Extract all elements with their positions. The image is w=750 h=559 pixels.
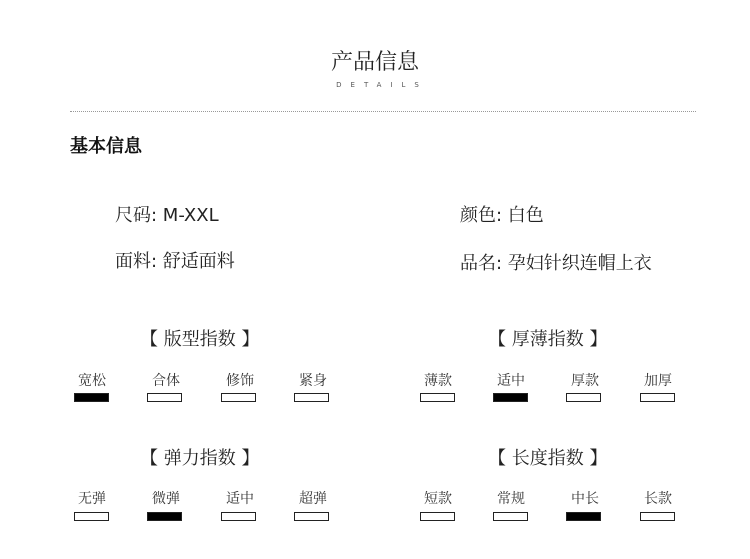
length-option-box [640,512,675,521]
fit-option-label: 修饰 [226,373,254,389]
thickness-option-label: 加厚 [644,373,672,389]
elasticity-option-label: 适中 [226,491,254,507]
material-field: 面料: 舒适面料 [115,251,235,272]
length-option-box [566,512,601,521]
fit-option-label: 紧身 [299,373,327,389]
page-title: 产品信息 [330,50,419,75]
length-option-label: 短款 [424,491,452,507]
length-option-label: 中长 [571,491,599,507]
fit-option-box [74,393,109,402]
length-option-label: 长款 [644,491,672,507]
fit-option-box [147,393,182,402]
elasticity-option-box [221,512,256,521]
fit-option-label: 合体 [152,373,180,389]
length-option-box [493,512,528,521]
thickness-index-title: 【 厚薄指数 】 [488,329,608,350]
fit-option-box [294,393,329,402]
section-title-basic-info: 基本信息 [70,136,142,157]
fit-option-label: 宽松 [78,373,106,389]
elasticity-option-label: 微弹 [152,491,180,507]
length-option-label: 常规 [497,491,525,507]
thickness-option-label: 厚款 [571,373,599,389]
elasticity-index-title: 【 弹力指数 】 [140,448,260,469]
fit-index-title: 【 版型指数 】 [140,329,260,350]
elasticity-option-label: 超弹 [299,491,327,507]
fit-option-box [221,393,256,402]
elasticity-option-label: 无弹 [78,491,106,507]
size-field: 尺码: M-XXL [115,205,219,226]
dotted-divider [70,111,696,112]
page-subtitle: DETAILS [336,81,428,89]
thickness-option-box [566,393,601,402]
elasticity-option-box [294,512,329,521]
length-index-title: 【 长度指数 】 [488,448,608,469]
thickness-option-label: 适中 [497,373,525,389]
thickness-option-box [640,393,675,402]
thickness-option-box [420,393,455,402]
thickness-option-box [493,393,528,402]
length-option-box [420,512,455,521]
elasticity-option-box [74,512,109,521]
color-field: 颜色: 白色 [460,205,544,226]
elasticity-option-box [147,512,182,521]
product-name-field: 品名: 孕妇针织连帽上衣 [460,253,652,274]
thickness-option-label: 薄款 [424,373,452,389]
